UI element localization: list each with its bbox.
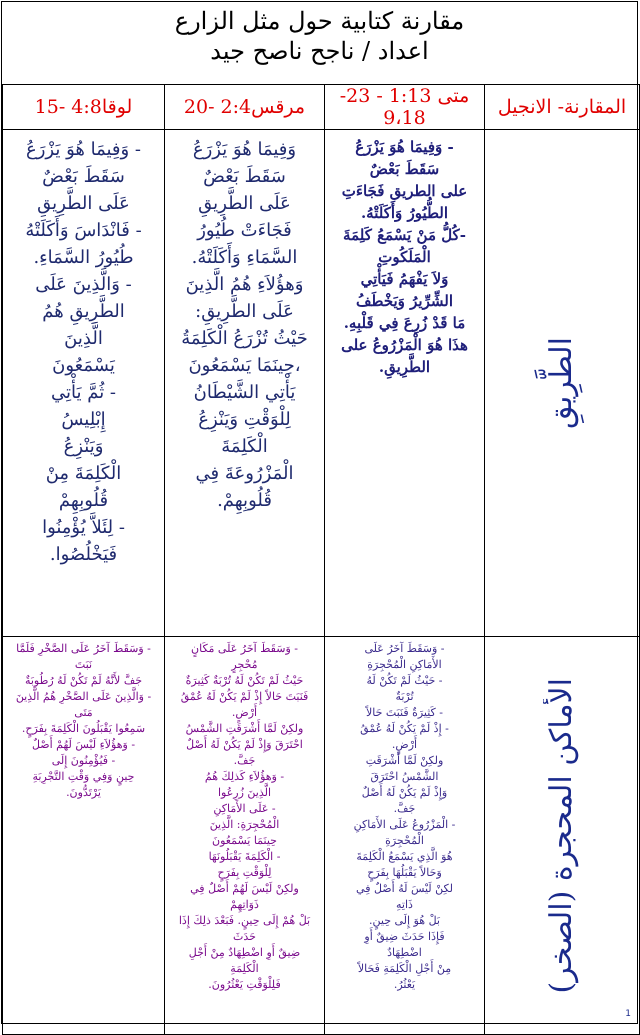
verse-list: [325, 637, 484, 997]
comparison-table: [2, 84, 640, 1035]
verse-line: مَا قَدْ زُرِعَ فِي قَلْبِهِ.: [343, 314, 466, 332]
verse-line: جَفَّ لأَنَّهُ لَمْ تَكُنْ لَهُ رُطُوبَةٌ: [24, 674, 143, 687]
verse-line: حِينٍ وَفِي وَقْتِ التَّجْرِبَةِ: [32, 770, 135, 783]
verse-line: السَّمَاءِ وَأَكَلَتْهُ.: [191, 247, 298, 268]
verse-line: هذَا هُوَ الْمَزْرُوعُ على: [341, 336, 468, 354]
verse-line: - عَلَى الأَمَاكِنِ: [213, 802, 276, 815]
document-title: مقارنة كتابية حول مثل الزارع: [174, 7, 465, 35]
table-header-row: [3, 85, 640, 130]
verse-line: - وَالَّذِينَ عَلَى الصَّخْرِ هُمُ الَّذِينَ: [15, 690, 152, 703]
verse-line: أَرْضٍ.: [391, 738, 418, 751]
verse-line: - وَفِيمَا هُوَ يَزْرَعُ: [355, 138, 454, 156]
verse-line: - لِئَلاَّ يُؤْمِنُوا: [42, 517, 125, 538]
verse-line: - وَسَقَطَ آخَرُ عَلَى الصَّخْرِ فَلَمَّا: [16, 642, 151, 655]
verse-list: [3, 637, 164, 805]
verse-line: فَجَاءَتْ طُيُورُ: [197, 220, 292, 241]
verse-line: الطُّيُورُ وَأَكَلَتْهُ.: [360, 204, 449, 222]
verse-line: الأَمَاكِنِ الْمُحْجِرَةِ: [367, 658, 442, 671]
verse-line: ضِيقٌ أَوِ اضْطِهَادٌ مِنْ أَجْلِ: [188, 946, 301, 959]
verse-line: احْتَرَقَ وَإِذْ لَمْ يَكُنْ لَهُ أَصْلٌ: [186, 738, 303, 751]
verse-line: الْكَلِمَةِ: [230, 962, 259, 975]
verse-line: الْكَلِمَةَ مِنْ: [45, 463, 122, 484]
verse-line: الشِّرِّيرُ وَيَخْطَفُ: [355, 292, 453, 310]
verse-line: اضْطِهَادٌ: [387, 946, 422, 959]
verse-line: ،حِينَمَا يَسْمَعُونَ: [188, 355, 301, 376]
cell-path-luke: [3, 130, 165, 637]
verse-line: ولكِنْ لَيْسَ لَهُمْ أَصْلٌ فِي: [190, 882, 299, 895]
verse-line: إِبْلِيسُ: [61, 409, 106, 430]
verse-line: بَلْ هُوَ إِلَى حِينٍ.: [369, 914, 440, 927]
verse-line: نَبَتَ: [74, 658, 93, 671]
verse-line: حَدَثَ: [233, 930, 256, 943]
verse-line: الشَّمْسُ احْتَرَقَ: [370, 770, 439, 783]
verse-line: الطَّرِيقِ.: [378, 358, 431, 376]
verse-line: حِينَمَا يَسْمَعُونَ: [212, 834, 277, 847]
verse-line: سَقَطَ بَعْضٌ: [369, 160, 440, 178]
verse-line: عَلَى الطَّرِيقِ:: [195, 301, 294, 322]
table-row-rocky: [3, 637, 640, 1035]
verse-line: الْكَلِمَةَ: [221, 436, 268, 457]
verse-line: سَمِعُوا يَقْبَلُونَ الْكَلِمَةَ بِفَرَحٍ.: [21, 722, 146, 735]
verse-line: حَيْثُ لَمْ تَكُنْ لَهُ تُرْبَةٌ كَثِيرَةٌ: [185, 674, 304, 687]
verse-line: الْمَلَكُوتِ: [378, 248, 431, 266]
verse-line: - وَالَّذِينَ عَلَى: [35, 274, 132, 295]
cell-rocky-luke: [3, 637, 165, 1035]
verse-line: ولكِنْ لَمَّا أَشْرَقَتِ الشَّمْسُ: [185, 722, 304, 735]
verse-line: الْمُحْجِرَةِ: الَّذِينَ: [209, 818, 280, 831]
verse-line: طُيُورُ السَّمَاءِ.: [33, 247, 134, 268]
verse-line: حَيْثُ تُزْرَعُ الْكَلِمَةُ: [181, 328, 308, 349]
header-matthew: متى 1:13 - 23-9،18: [325, 85, 485, 130]
verse-line: مَتَى: [74, 706, 93, 719]
verse-line: مُحْجِرٍ: [231, 658, 258, 671]
verse-line: يَرْتَدُّونَ.: [66, 786, 101, 799]
verse-line: عَلَى الطَّرِيقِ: [198, 193, 291, 214]
document-author: اعداد / ناجح ناصح جيد: [210, 37, 429, 65]
verse-line: لكِنْ لَيْسَ لَهُ أَصْلٌ فِي: [356, 882, 453, 895]
document-page: [1, 1, 638, 1024]
cell-rocky-mark: [165, 637, 325, 1035]
section-label-cell-rocky: [485, 637, 640, 1035]
verse-line: - الْكَلِمَةَ يَقْبَلُونَهَا: [208, 850, 281, 863]
verse-line: لِلْوَقْتِ بِفَرَحٍ: [217, 866, 272, 879]
verse-line: - وَسَقَطَ آخَرُ عَلَى مَكَانٍ: [191, 642, 298, 655]
verse-line: هُوَ الَّذِي يَسْمَعُ الْكَلِمَةَ: [356, 850, 453, 863]
verse-line: فَإِذَا حَدَثَ ضِيقٌ أَوِ: [364, 930, 445, 943]
verse-line: - ثُمَّ يَأْتِي: [50, 382, 117, 403]
page-number: 1: [625, 1009, 631, 1019]
verse-line: قُلُوبِهِمْ: [58, 490, 109, 511]
verse-line: - كَثِيرَةٌ فَنَبَتَ حَالاً: [365, 706, 444, 719]
verse-line: - وَهؤُلاَءِ لَيْسَ لَهُمْ أَصْلٌ: [31, 738, 136, 751]
title-block: [2, 2, 637, 85]
verse-line: فَنَبَتَ حَالاً إِذْ لَمْ يَكُنْ لَهُ عُمْقُ: [180, 690, 309, 703]
verse-line: - حَيْثُ لَمْ تَكُنْ لَهُ: [366, 674, 443, 687]
verse-list: [165, 637, 324, 997]
verse-line: سَقَطَ بَعْضٌ: [203, 166, 286, 187]
verse-list: [325, 130, 484, 384]
verse-line: - وَفِيمَا هُوَ يَزْرَعُ: [25, 139, 142, 160]
table-row-path: [3, 130, 640, 637]
verse-line: - إِذْ لَمْ يَكُنْ لَهُ عُمْقُ: [360, 722, 449, 735]
verse-line: على الطريق فَجَاءَتِ: [341, 182, 468, 200]
verse-line: قُلُوبِهِمْ.: [217, 490, 272, 511]
verse-line: يَسْمَعُونَ: [52, 355, 115, 376]
verse-line: - وَسَقَطَ آخَرُ عَلَى: [364, 642, 445, 655]
verse-line: تُرْبَةٌ: [395, 690, 414, 703]
verse-line: مِنْ أَجْلِ الْكَلِمَةِ فَحَالاً: [357, 962, 452, 975]
verse-line: وَلاَ يَفْهَمُ فَيَأْتِي: [360, 270, 449, 288]
verse-line: ولكِنْ لَمَّا أَشْرَقَتِ: [365, 754, 444, 767]
header-luke: لوقا4:8 -15: [3, 85, 165, 130]
verse-line: وَإِذْ لَمْ يَكُنْ لَهُ أَصْلٌ: [361, 786, 448, 799]
verse-line: جَفَّ.: [393, 802, 416, 815]
section-label-cell-path: [485, 130, 640, 637]
verse-line: الَّذِينَ زُرِعُوا: [217, 786, 272, 799]
verse-line: الْمَزْرُوعَةَ فِي: [195, 463, 294, 484]
verse-line: ذَوَاتِهِمْ: [230, 898, 259, 911]
cell-path-mark: [165, 130, 325, 637]
verse-line: - وَهؤُلاَءِ كَذلِكَ هُمُ: [204, 770, 285, 783]
verse-list: [3, 130, 164, 574]
verse-line: فَلِلْوَقْتِ يَعْثُرُونَ.: [208, 978, 281, 991]
verse-line: يَعْثُرُ.: [393, 978, 416, 991]
verse-line: فَيَخْلُصُوا.: [49, 544, 118, 565]
cell-path-matthew: [325, 130, 485, 637]
verse-line: عَلَى الطَّرِيقِ: [37, 193, 130, 214]
verse-line: ذَاتِهِ: [396, 898, 413, 911]
verse-line: وَحَالاً يَقْبَلُهَا بِفَرَحٍ: [367, 866, 442, 879]
header-mark: مرقس2:4 -20: [165, 85, 325, 130]
header-comparison: المقارنة- الانجيل: [485, 85, 640, 130]
verse-line: بَلْ هُمْ إِلَى حِينٍ. فَبَعْدَ ذلِكَ إِذَا: [178, 914, 311, 927]
verse-line: - فَانْدَاسَ وَأَكَلَتْهُ: [25, 220, 142, 241]
verse-line: وَيَنْزِعُ: [63, 436, 104, 457]
verse-line: - الْمَزْرُوعُ عَلَى الأَمَاكِنِ: [353, 818, 456, 831]
cell-rocky-matthew: [325, 637, 485, 1035]
section-label-path: الطَّرِيقِ: [544, 336, 579, 429]
verse-line: وَفِيمَا هُوَ يَزْرَعُ: [192, 139, 297, 160]
section-label-rocky: الأماكن المحجرة (الصخر): [544, 677, 579, 994]
verse-line: أَرْضٍ.: [231, 706, 258, 719]
verse-line: سَقَطَ بَعْضٌ: [42, 166, 125, 187]
verse-line: جَفَّ.: [233, 754, 256, 767]
verse-line: الَّذِينَ: [64, 328, 103, 349]
verse-list: [165, 130, 324, 520]
verse-line: يَأْتِي الشَّيْطَانُ: [193, 382, 296, 403]
verse-line: - فَيُؤْمِنُونَ إِلَى: [51, 754, 116, 767]
verse-line: الطَّرِيقِ هُمُ: [42, 301, 125, 322]
verse-line: الْمُحْجِرَةِ: [385, 834, 424, 847]
verse-line: وَهؤُلاَءِ هُمُ الَّذِينَ: [185, 274, 304, 295]
verse-line: -كُلُّ مَنْ يَسْمَعُ كَلِمَةَ: [343, 226, 466, 244]
verse-line: لِلْوَقْتِ وَيَنْزِعُ: [198, 409, 291, 430]
